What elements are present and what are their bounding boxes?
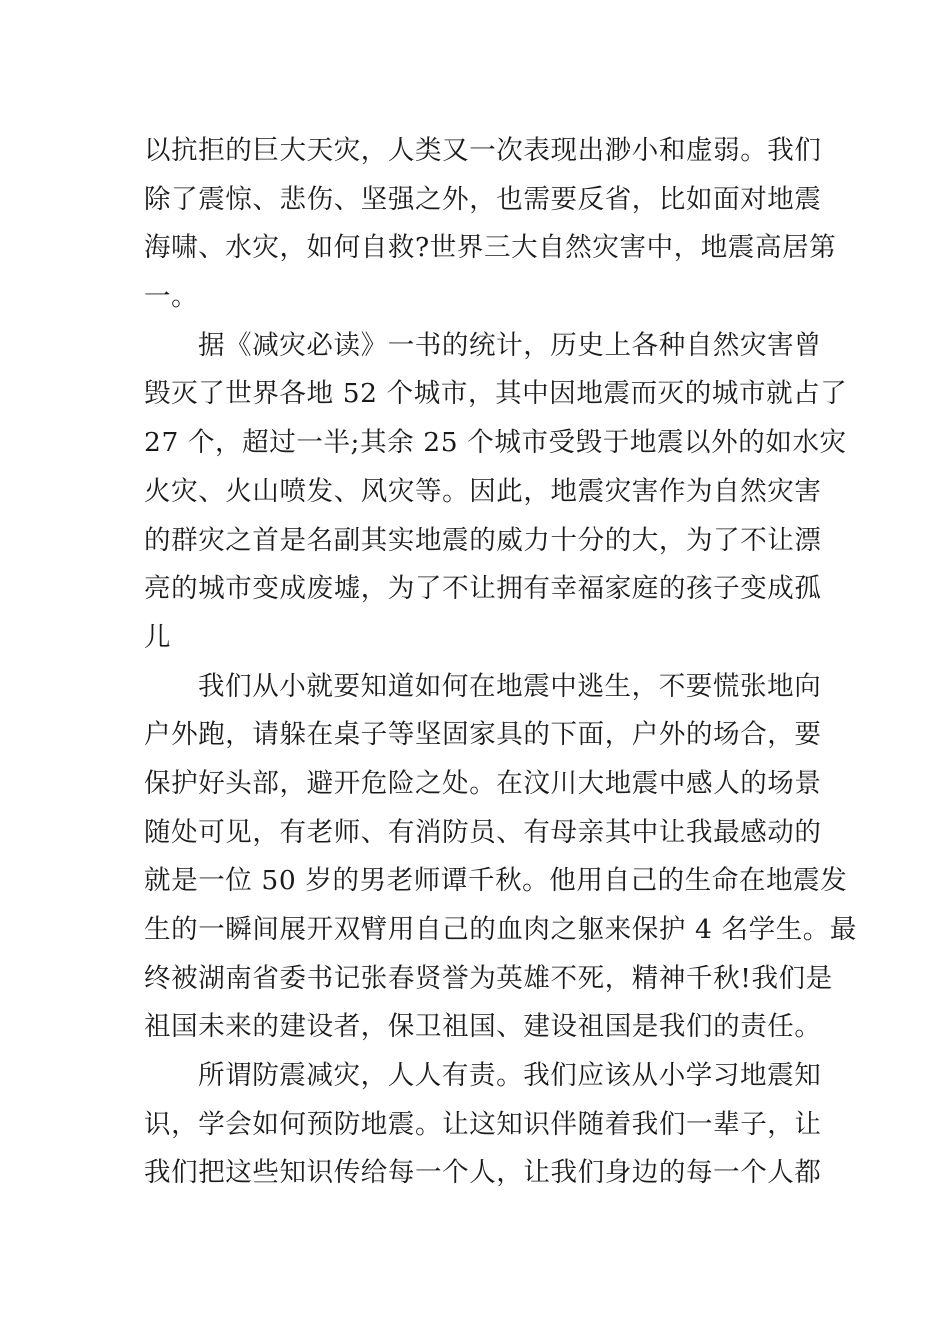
- paragraph-2-line-6: 亮的城市变成废墟，为了不让拥有幸福家庭的孩子变成孤: [144, 573, 822, 605]
- paragraph-4-line-1: 所谓防震减灾，人人有责。我们应该从小学习地震知: [198, 1060, 822, 1092]
- paragraph-3-line-6: 生的一瞬间展开双臂用自己的血肉之躯来保护 4 名学生。最: [144, 914, 858, 945]
- paragraph-3-line-1: 我们从小就要知道如何在地震中逃生，不要慌张地向: [198, 670, 822, 702]
- paragraph-2-line-2: 毁灭了世界各地 52 个城市，其中因地震而灭的城市就占了: [144, 378, 848, 410]
- paragraph-1-line-3: 海啸、水灾，如何自救?世界三大自然灾害中，地震高居第: [144, 232, 837, 264]
- paragraph-3-line-3: 保护好头部，避开危险之处。在汶川大地震中感人的场景: [144, 767, 822, 799]
- paragraph-1-line-1: 以抗拒的巨大天灾，人类又一次表现出渺小和虚弱。我们: [144, 135, 822, 166]
- paragraph-3-line-8: 祖国未来的建设者，保卫祖国、建设祖国是我们的责任。: [144, 1011, 822, 1043]
- paragraph-3-line-7: 终被湖南省委书记张春贤誉为英雄不死，精神千秋!我们是: [144, 962, 833, 994]
- paragraph-1-line-2: 除了震惊、悲伤、坚强之外，也需要反省，比如面对地震: [144, 183, 822, 215]
- paragraph-4-line-2: 识，学会如何预防地震。让这知识伴随着我们一辈子，让: [144, 1108, 822, 1140]
- paragraph-3-line-2: 户外跑，请躲在桌子等坚固家具的下面，户外的场合，要: [144, 719, 822, 751]
- paragraph-2-line-4: 火灾、火山喷发、风灾等。因此，地震灾害作为自然灾害: [144, 475, 822, 507]
- paragraph-2-line-7: 儿: [144, 621, 172, 653]
- paragraph-2-line-5: 的群灾之首是名副其实地震的威力十分的大，为了不让漂: [144, 524, 822, 556]
- paragraph-4-line-3: 我们把这些知识传给每一个人，让我们身边的每一个人都: [144, 1157, 822, 1189]
- paragraph-3-line-5: 就是一位 50 岁的男老师谭千秋。他用自己的生命在地震发: [144, 865, 848, 897]
- paragraph-2-line-3: 27 个，超过一半;其余 25 个城市受毁于地震以外的如水灾: [144, 427, 847, 459]
- document-body: [144, 127, 858, 1198]
- paragraph-3-line-4: 随处可见，有老师、有消防员、有母亲其中让我最感动的: [144, 816, 822, 848]
- paragraph-2-line-1: 据《减灾必读》一书的统计，历史上各种自然灾害曾: [198, 329, 822, 361]
- paragraph-1-line-4: 一。: [144, 281, 199, 313]
